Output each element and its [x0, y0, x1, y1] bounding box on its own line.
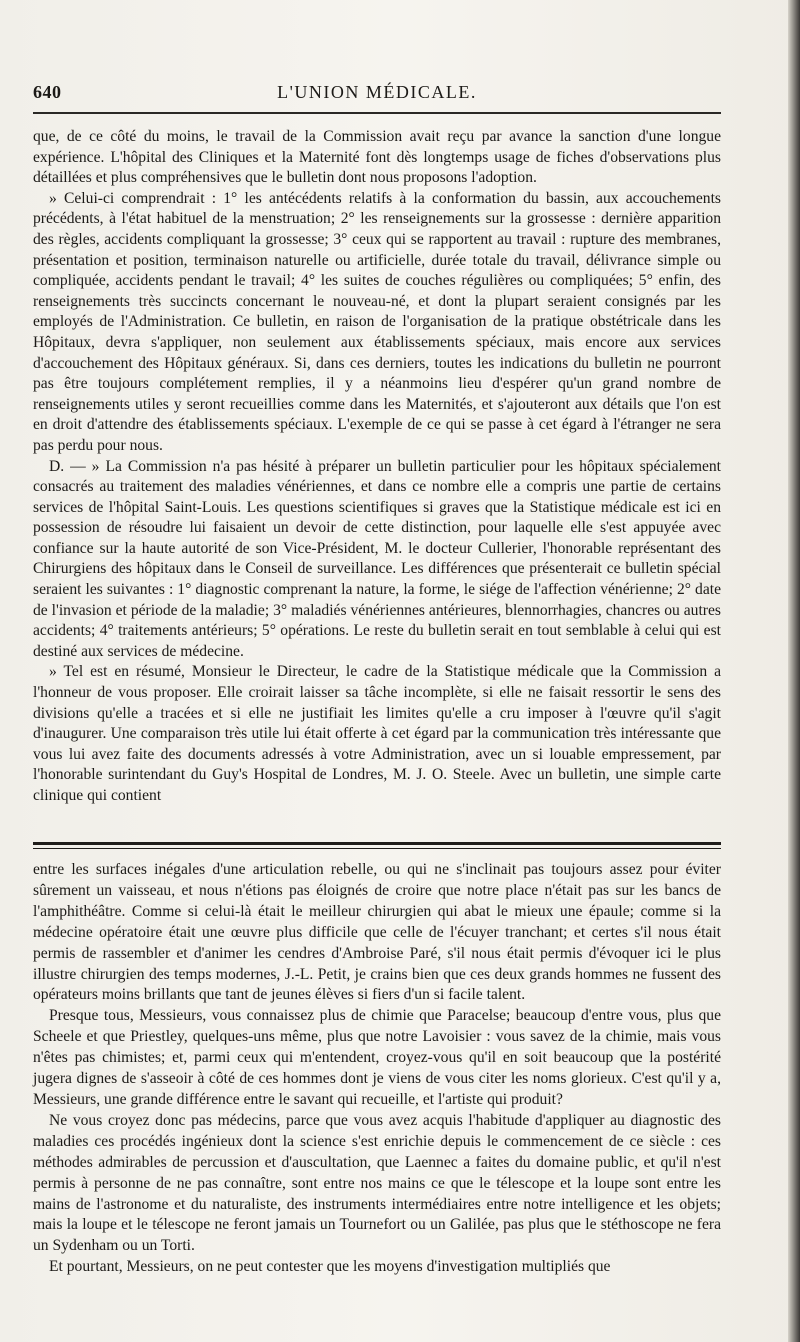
paragraph: entre les surfaces inégales d'une articulation rebelle, ou qui ne s'inclinait pas toujours assez pour éviter sûrement un vaisseau, et nous n'étions pas éloignés de croire que notre place n'était pas sur les bancs de l'amphithéâtre. Comme si celui-là était le meilleur chirurgien qui abat le mieux une épaule; comme si la médecine opératoire était une œuvre plus difficile que celle de l'écuyer tranchant; et certes s'il nous était permis de rassembler et d'animer les cendres d'Ambroise Paré, s'il nous était permis d'évoquer ici le plus illustre chirurgien des temps modernes, J.-L. Petit, je crains bien que ces deux grands hommes ne fussent des opérateurs moins brillants que tant de jeunes élèves si fiers d'un si facile talent.: [33, 861, 721, 1004]
article-body-lower: [33, 860, 721, 1278]
paragraph: » Tel est en résumé, Monsieur le Directeur, le cadre de la Statistique médicale que la Commission a l'honneur de vous proposer. Elle croirait laisser sa tâche incomplète, si elle ne faisait ressortir le sens des divisions qu'elle a tracées et si elle ne justifiait les limites qu'elle a cru imposer à l'œuvre qu'il s'agit d'inaugurer. Une comparaison très utile lui était offerte à cet égard par la communication très intéressante que vous lui avez faite des documents adressés à votre Administration, avec un si louable empressement, par l'honorable surintendant du Guy's Hospital de Londres, M. J. O. Steele. Avec un bulletin, une simple carte clinique qui contient: [33, 663, 721, 804]
paragraph: Presque tous, Messieurs, vous connaissez plus de chimie que Paracelse; beaucoup d'entre vous, plus que Scheele et que Priestley, quelques-uns même, plus que notre Lavoisier : vous savez de la chimie, mais vous n'êtes pas chimistes; et, parmi ceux qui m'entendent, croyez-vous qu'il en soit beaucoup que la postérité jugera dignes de s'asseoir à côté de ces hommes dont je viens de vous citer les noms glorieux. C'est qu'il y a, Messieurs, une grande différence entre le savant qui recueille, et l'artiste qui produit?: [33, 1007, 721, 1108]
paragraph: que, de ce côté du moins, le travail de la Commission avait reçu par avance la sanction d'une longue expérience. L'hôpital des Cliniques et la Maternité font dès longtemps usage de fiches d'observations plus détaillées et plus compréhensives que le bulletin dont nous proposons l'adoption.: [33, 128, 721, 187]
section-divider: [33, 842, 721, 849]
page-number: 640: [33, 82, 62, 102]
header-rule: [33, 112, 721, 114]
paragraph: » Celui-ci comprendrait : 1° les antécédents relatifs à la conformation du bassin, aux accouchements précédents, à l'état habituel de la menstruation; 2° les renseignements sur la grossesse : dernière apparition des règles, accidents compliquant la grossesse; 3° ceux qui se rapportent au travail : rupture des membranes, présentation et position, terminaison naturelle ou artificielle, durée totale du travail, délivrance simple ou compliquée, accidents pendant le travail; 4° les suites de couches régulières ou compliquées; 5° enfin, des renseignements très succincts concernant le nouveau-né, et dont la plupart seraient consignés par les employés de l'Administration. Ce bulletin, en raison de l'organisation de la pratique obstétricale dans les Hôpitaux, devra s'appliquer, non seulement aux établissements spéciaux, mais encore aux services d'accouchement des Hôpitaux généraux. Si, dans ces derniers, toutes les indications du bulletin ne pourront pas être toujours complétement remplies, il y a néanmoins lieu d'espérer qu'un grand nombre de renseignements utiles y seront recueillies comme dans les Maternités, et s'ajouteront aux détails que l'on est en droit d'attendre des établissements spéciaux. L'exemple de ce qui se passe à cet égard à l'étranger ne sera pas perdu pour nous.: [33, 189, 721, 454]
paragraph: Et pourtant, Messieurs, on ne peut contester que les moyens d'investigation multipliés que: [49, 1258, 611, 1276]
page-header: [33, 82, 721, 108]
paragraph: D. — » La Commission n'a pas hésité à préparer un bulletin particulier pour les hôpitaux spécialement consacrés au traitement des maladies vénériennes, et dans ce nombre elle a compris une partie de certains services de l'hôpital Saint-Louis. Les questions scientifiques si graves que la Statistique médicale est ici en possession de résoudre lui faisaient un devoir de cette distinction, pour laquelle elle s'est appuyée avec confiance sur la haute autorité de son Vice-Président, M. le docteur Cullerier, l'honorable représentant des Chirurgiens des hôpitaux dans le Conseil de surveillance. Les différences que présenterait ce bulletin spécial seraient les suivantes : 1° diagnostic comprenant la nature, la forme, le siége de l'affection vénérienne; 2° date de l'invasion et période de la maladie; 3° maladiés vénériennes antérieures, blennorrhagies, chancres ou autres accidents; 4° traitements antérieurs; 5° opérations. Le reste du bulletin serait en tout semblable à celui qui est destiné aux services de médecine.: [33, 457, 721, 660]
article-body-upper: [33, 127, 721, 807]
running-title: L'UNION MÉDICALE.: [277, 82, 477, 102]
page-edge-shadow: [788, 0, 800, 1342]
paragraph: Ne vous croyez donc pas médecins, parce que vous avez acquis l'habitude d'appliquer au diagnostic des maladies ces procédés ingénieux dont la science s'est enrichie depuis le commencement de ce siècle : ces méthodes admirables de percussion et d'auscultation, que Laennec a faites du domaine public, et qu'il n'est permis à personne de ne pas connaître, sont entre nos mains ce que le télescope et la loupe sont entre les mains de l'astronome et du naturaliste, des instruments intermédiaires entre notre intelligence et les objets; mais la loupe et le télescope ne feront jamais un Tournefort ou un Galilée, pas plus que le stéthoscope ne fera un Sydenham ou un Torti.: [33, 1111, 721, 1255]
